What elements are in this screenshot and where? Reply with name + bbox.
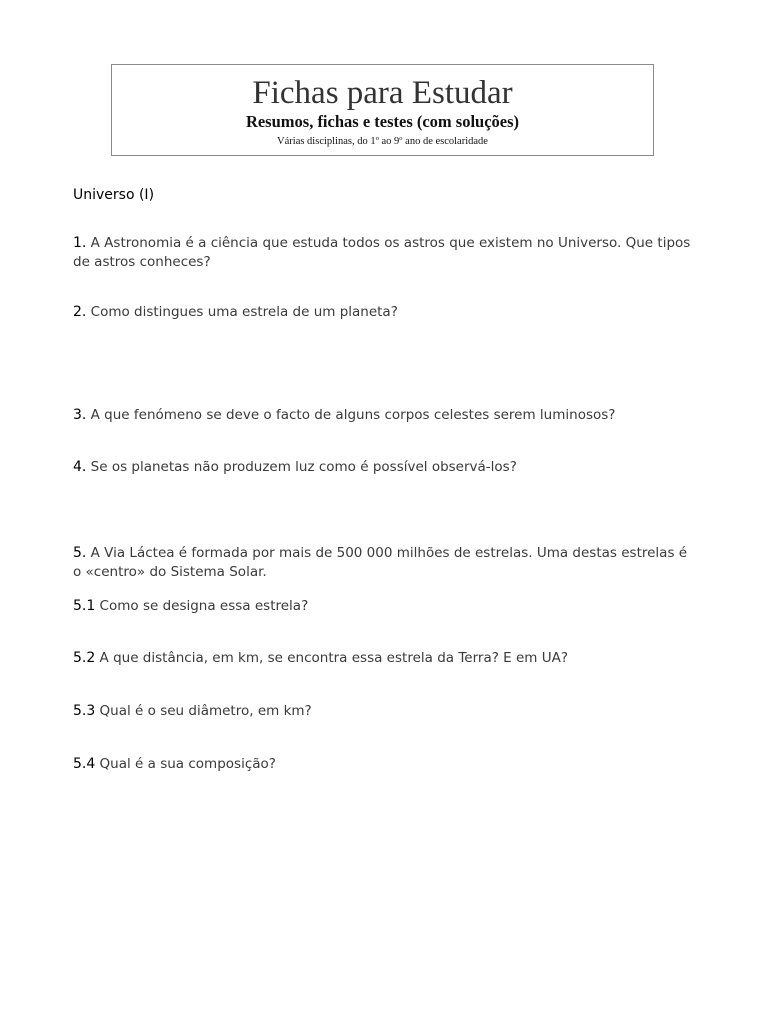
question-number: 5.4 bbox=[73, 756, 96, 772]
question-5-1 bbox=[73, 597, 698, 616]
header-title: Fichas para Estudar bbox=[252, 75, 513, 111]
question-3 bbox=[73, 406, 698, 425]
header-subtitle: Resumos, fichas e testes (com soluções) bbox=[245, 112, 520, 131]
question-text: A Astronomia é a ciência que estuda todos os astros que existem no Universo. Que tipos de astros conheces? bbox=[73, 235, 691, 270]
question-number: 3. bbox=[73, 407, 87, 423]
document-header bbox=[111, 64, 654, 156]
question-1 bbox=[73, 234, 698, 272]
header-tagline: Várias disciplinas, do 1$^o$ ao 9$^o$ ano de escolaridade bbox=[277, 135, 488, 147]
question-number: 5.1 bbox=[73, 598, 96, 614]
question-number: 2. bbox=[73, 304, 87, 320]
question-text: Se os planetas não produzem luz como é possível observá-los? bbox=[86, 459, 517, 475]
question-5-4 bbox=[73, 755, 698, 774]
question-text: Qual é o seu diâmetro, em km? bbox=[95, 703, 312, 719]
question-number: 4. bbox=[73, 459, 87, 475]
question-5-2 bbox=[73, 649, 698, 668]
question-5 bbox=[73, 544, 698, 582]
question-text: Qual é a sua composição? bbox=[95, 756, 276, 772]
question-number: 5.3 bbox=[73, 703, 96, 719]
question-number: 5.2 bbox=[73, 650, 96, 666]
question-text: Como distingues uma estrela de um planeta? bbox=[86, 304, 398, 320]
question-4 bbox=[73, 458, 698, 477]
question-number: 1. bbox=[73, 235, 87, 251]
question-5-3 bbox=[73, 702, 698, 721]
question-2 bbox=[73, 303, 698, 322]
question-text: A que distância, em km, se encontra essa estrela da Terra? E em UA? bbox=[95, 650, 569, 666]
question-text: Como se designa essa estrela? bbox=[95, 598, 309, 614]
worksheet-heading: Universo (I) bbox=[73, 187, 155, 203]
question-text: A Via Láctea é formada por mais de 500 000 milhões de estrelas. Uma destas estrelas é o «centro» do Sistema Solar. bbox=[73, 545, 688, 580]
question-number: 5. bbox=[73, 545, 87, 561]
question-text: A que fenómeno se deve o facto de alguns corpos celestes serem luminosos? bbox=[86, 407, 616, 423]
